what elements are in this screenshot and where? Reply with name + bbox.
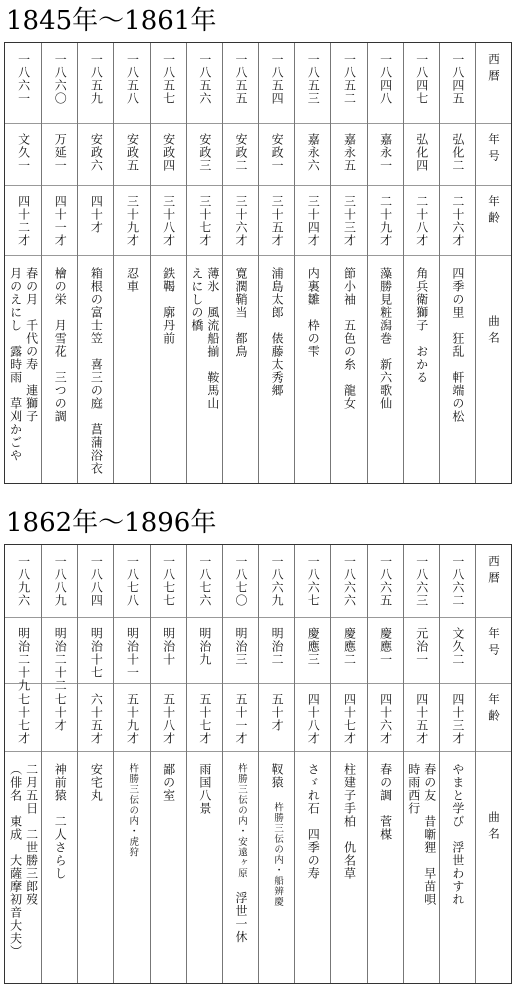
entry-column: [186, 43, 222, 483]
year-cell: [78, 53, 113, 105]
year-cell: [331, 53, 366, 105]
age-value: 五十七才: [197, 693, 212, 745]
header-cell-year: [476, 53, 511, 86]
song-title: 浮世一休: [233, 891, 248, 944]
year-value: 一八五八: [125, 53, 140, 105]
songs-lines: [342, 267, 355, 410]
age-cell: [295, 195, 330, 247]
songs-lines: [234, 763, 247, 944]
year-value: 一八七八: [125, 555, 140, 607]
entry-column: [150, 43, 186, 483]
age-value: 二十八才: [414, 195, 429, 247]
era-value: 文久一: [16, 133, 31, 172]
header-cell-era: [476, 133, 511, 166]
year-cell: [5, 53, 41, 105]
era-cell: [151, 627, 186, 666]
song-title: 春の月 千代の寿 連獅子: [24, 267, 39, 423]
songs-lines: [306, 763, 319, 880]
entry-column: [367, 43, 403, 483]
year-cell: [368, 53, 403, 105]
era-cell: [331, 627, 366, 666]
age-value: 三十九才: [125, 195, 140, 247]
year-cell: [331, 555, 366, 607]
entry-column: [222, 545, 258, 983]
entry-column: [77, 43, 113, 483]
year-value: 一八七〇: [233, 555, 248, 607]
song-title: 神前猿 二人さらし: [53, 763, 68, 880]
age-value: 五十八才: [161, 693, 176, 745]
entry-column: [222, 43, 258, 483]
era-value: 明治九: [197, 627, 212, 666]
song-title: 春の友 昔噺狸 早苗唄: [422, 763, 437, 906]
age-cell: [404, 693, 439, 745]
year-value: 一八六五: [378, 555, 393, 607]
songs-lines: [162, 267, 175, 345]
era-value: 慶應三: [306, 627, 321, 666]
entry-column: [258, 43, 294, 483]
age-cell: [42, 195, 77, 247]
songs-lines: [9, 267, 38, 462]
year-cell: [404, 53, 439, 105]
songs-cell: [114, 267, 149, 293]
era-value: 明治十一: [125, 627, 140, 679]
era-value: 安政四: [161, 133, 176, 172]
songs-cell: [259, 267, 294, 397]
header-label-songs: 曲名: [487, 811, 501, 844]
era-cell: [78, 133, 113, 172]
song-title: 檜の栄 月雪花 三つの調: [53, 267, 68, 423]
songs-cell: [78, 763, 113, 802]
entry-column: [258, 545, 294, 983]
songs-cell: [5, 763, 41, 958]
songs-lines: [190, 267, 219, 410]
era-cell: [295, 627, 330, 666]
songs-cell: [42, 763, 77, 880]
song-title: 箱根の富士笠 喜三の庭 菖蒲浴衣: [89, 267, 104, 475]
era-cell: [5, 627, 41, 692]
era-value: 明治二: [270, 627, 285, 666]
song-title-line2: （俳名 東成 大薩摩初音大夫）: [8, 763, 23, 958]
songs-cell: [295, 267, 330, 358]
songs-cell: [223, 267, 258, 358]
song-title: 安宅丸: [89, 763, 104, 802]
age-value: 四十三才: [450, 693, 465, 745]
era-cell: [78, 627, 113, 679]
era-cell: [151, 133, 186, 172]
age-value: 五十一才: [233, 693, 248, 745]
age-value: 三十三才: [342, 195, 357, 247]
songs-lines: [162, 763, 175, 802]
era-cell: [114, 627, 149, 679]
header-label-era: 年号: [487, 627, 501, 660]
songs-lines: [306, 267, 319, 358]
age-value: 六十五才: [89, 693, 104, 745]
entry-column: [439, 545, 475, 983]
age-cell: [187, 693, 222, 745]
entry-column: [113, 545, 149, 983]
songs-cell: [331, 267, 366, 410]
age-value: 七十七才: [16, 693, 31, 745]
era-value: 安政一: [270, 133, 285, 172]
header-cell-year: [476, 555, 511, 588]
year-cell: [404, 555, 439, 607]
songs-lines: [198, 763, 211, 815]
songs-lines: [234, 267, 247, 358]
age-cell: [151, 195, 186, 247]
age-cell: [368, 195, 403, 247]
age-value: 四十才: [89, 195, 104, 234]
era-value: 弘化四: [414, 133, 429, 172]
songs-cell: [42, 267, 77, 423]
songs-cell: [440, 267, 475, 423]
songs-lines: [270, 763, 283, 907]
age-value: 四十五才: [414, 693, 429, 745]
age-cell: [5, 693, 41, 745]
era-cell: [440, 133, 475, 172]
year-value: 一八六〇: [53, 53, 68, 105]
entry-column: [294, 545, 330, 983]
header-label-age: 年齢: [487, 693, 501, 726]
song-title: 寛濶鞘当 都鳥: [233, 267, 248, 358]
song-title: 内裏雛 枠の雫: [306, 267, 321, 358]
era-cell: [331, 133, 366, 172]
header-label-songs: 曲名: [487, 315, 501, 348]
year-value: 一八五三: [306, 53, 321, 105]
songs-lines: [451, 267, 464, 423]
entry-column: [113, 43, 149, 483]
era-cell: [223, 627, 258, 666]
song-title: 浦島太郎 俵藤太秀郷: [270, 267, 285, 397]
year-cell: [151, 53, 186, 105]
year-cell: [440, 555, 475, 607]
age-value: 五十才: [270, 693, 285, 732]
age-cell: [331, 693, 366, 745]
age-cell: [42, 693, 77, 732]
era-cell: [368, 133, 403, 172]
year-cell: [187, 555, 222, 607]
year-value: 一八八四: [89, 555, 104, 607]
year-cell: [42, 53, 77, 105]
songs-cell: [78, 267, 113, 475]
year-cell: [368, 555, 403, 607]
era-value: 慶應二: [342, 627, 357, 666]
year-value: 一八四五: [450, 53, 465, 105]
songs-lines: [415, 267, 428, 384]
header-label-era: 年号: [487, 133, 501, 166]
year-value: 一八四七: [414, 53, 429, 105]
songs-cell: [187, 763, 222, 815]
year-value: 一八五七: [161, 53, 176, 105]
era-cell: [259, 627, 294, 666]
header-cell-songs: [476, 315, 511, 348]
year-cell: [259, 555, 294, 607]
entry-column: [5, 545, 41, 983]
era-value: 明治二十九: [16, 627, 31, 692]
songs-lines: [126, 267, 139, 293]
era-value: 弘化二: [450, 133, 465, 172]
age-cell: [440, 195, 475, 247]
age-cell: [114, 195, 149, 247]
age-value: 四十六才: [378, 693, 393, 745]
song-title: 柱建子手柏 仇名草: [342, 763, 357, 880]
year-cell: [187, 53, 222, 105]
age-value: 七十才: [53, 693, 68, 732]
age-cell: [223, 693, 258, 745]
chronology-table-1845-1861: [4, 42, 512, 484]
year-value: 一八九六: [16, 555, 31, 607]
age-cell: [404, 195, 439, 247]
age-cell: [78, 693, 113, 745]
song-title: 二月五日 二世勝三郎歿: [24, 763, 39, 906]
age-cell: [5, 195, 41, 247]
song-subtitle: 杵勝三伝の内・船辨慶: [272, 802, 284, 907]
entry-column: [439, 43, 475, 483]
year-cell: [259, 53, 294, 105]
entry-column: [41, 43, 77, 483]
era-cell: [440, 627, 475, 666]
year-value: 一八七六: [197, 555, 212, 607]
era-cell: [187, 627, 222, 666]
chronology-table-1862-1896: [4, 544, 512, 984]
songs-lines: [379, 267, 392, 410]
song-subtitle: 杵勝三伝の内・安遠ヶ原: [235, 763, 247, 879]
age-value: 二十六才: [450, 195, 465, 247]
age-value: 四十七才: [342, 693, 357, 745]
year-cell: [114, 555, 149, 607]
songs-cell: [223, 763, 258, 944]
era-value: 文久二: [450, 627, 465, 666]
age-cell: [331, 195, 366, 247]
songs-cell: [5, 267, 41, 462]
age-value: 五十九才: [125, 693, 140, 745]
song-title: 鄙の室: [161, 763, 176, 802]
year-cell: [78, 555, 113, 607]
entry-column: [403, 545, 439, 983]
header-cell-age: [476, 195, 511, 228]
year-value: 一八六九: [270, 555, 285, 607]
age-value: 二十九才: [378, 195, 393, 247]
section-title-1845-1861: 1845年～1861年: [6, 6, 217, 36]
era-value: 安政二: [233, 133, 248, 172]
songs-lines: [451, 763, 464, 906]
song-subtitle: 杵勝三伝の内・虎狩: [127, 763, 139, 858]
songs-lines: [127, 763, 138, 858]
song-title-line2: 月のえにし 露時雨 草刈かごや: [8, 267, 23, 462]
songs-cell: [331, 763, 366, 880]
year-cell: [440, 53, 475, 105]
songs-lines: [407, 763, 436, 906]
songs-cell: [259, 763, 294, 907]
age-cell: [368, 693, 403, 745]
era-cell: [42, 627, 77, 692]
header-column: [475, 545, 511, 983]
song-title: 藻勝見粧潟巻 新六歌仙: [378, 267, 393, 410]
age-value: 四十八才: [306, 693, 321, 745]
song-title: 春の調 菅楳: [378, 763, 393, 841]
year-value: 一八五五: [233, 53, 248, 105]
songs-cell: [187, 267, 222, 410]
age-value: 三十八才: [161, 195, 176, 247]
song-title: 角兵衛獅子 おかる: [414, 267, 429, 384]
entry-column: [5, 43, 41, 483]
age-value: 三十四才: [306, 195, 321, 247]
songs-lines: [270, 267, 283, 397]
year-value: 一八五二: [342, 53, 357, 105]
year-value: 一八六二: [450, 555, 465, 607]
age-value: 三十七才: [197, 195, 212, 247]
entry-column: [77, 545, 113, 983]
age-cell: [259, 693, 294, 732]
era-cell: [5, 133, 41, 172]
song-line: [234, 763, 247, 944]
year-cell: [223, 555, 258, 607]
song-title: 薄氷 風流船揃 鞍馬山: [205, 267, 220, 410]
year-value: 一八六六: [342, 555, 357, 607]
entry-column: [294, 43, 330, 483]
song-title: 雨国八景: [197, 763, 212, 815]
age-cell: [78, 195, 113, 234]
era-cell: [42, 133, 77, 172]
year-value: 一八四八: [378, 53, 393, 105]
era-cell: [295, 133, 330, 172]
year-cell: [295, 53, 330, 105]
songs-lines: [89, 267, 102, 475]
songs-lines: [89, 763, 102, 802]
song-title: 四季の里 狂乱 軒端の松: [450, 267, 465, 423]
year-cell: [295, 555, 330, 607]
entry-column: [150, 545, 186, 983]
era-cell: [223, 133, 258, 172]
song-title-line2: えにしの橋: [189, 267, 204, 332]
song-title: 鉄鞨 廓丹前: [161, 267, 176, 345]
songs-cell: [151, 267, 186, 345]
age-value: 四十一才: [53, 195, 68, 247]
year-cell: [223, 53, 258, 105]
header-cell-age: [476, 693, 511, 726]
header-column: [475, 43, 511, 483]
header-cell-songs: [476, 811, 511, 844]
era-cell: [187, 133, 222, 172]
era-value: 安政三: [197, 133, 212, 172]
section-title-1862-1896: 1862年～1896年: [6, 508, 217, 538]
song-line: [270, 763, 283, 907]
songs-lines: [53, 267, 66, 423]
entry-column: [330, 545, 366, 983]
year-value: 一八七七: [161, 555, 176, 607]
song-title-line2: 時雨西行: [406, 763, 421, 815]
songs-cell: [440, 763, 475, 906]
songs-cell: [368, 267, 403, 410]
songs-cell: [114, 763, 149, 858]
era-cell: [368, 627, 403, 666]
era-value: 嘉永五: [342, 133, 357, 172]
entry-column: [330, 43, 366, 483]
songs-cell: [404, 763, 439, 906]
era-value: 安政五: [125, 133, 140, 172]
songs-lines: [379, 763, 392, 841]
entry-column: [41, 545, 77, 983]
year-cell: [5, 555, 41, 607]
header-label-age: 年齢: [487, 195, 501, 228]
year-value: 一八五九: [89, 53, 104, 105]
entry-column: [403, 43, 439, 483]
year-value: 一八六七: [306, 555, 321, 607]
era-cell: [404, 627, 439, 666]
year-value: 一八五四: [270, 53, 285, 105]
header-label-year: 西暦: [487, 53, 501, 86]
songs-cell: [368, 763, 403, 841]
year-cell: [42, 555, 77, 607]
era-value: 明治十七: [89, 627, 104, 679]
song-title: 忍車: [125, 267, 140, 293]
era-value: 慶應一: [378, 627, 393, 666]
age-cell: [295, 693, 330, 745]
era-value: 安政六: [89, 133, 104, 172]
song-title: さゞれ石 四季の寿: [306, 763, 321, 880]
age-cell: [114, 693, 149, 745]
songs-lines: [9, 763, 38, 958]
age-cell: [187, 195, 222, 247]
header-label-year: 西暦: [487, 555, 501, 588]
era-value: 嘉永一: [378, 133, 393, 172]
age-value: 三十五才: [270, 195, 285, 247]
era-value: 嘉永六: [306, 133, 321, 172]
year-value: 一八八九: [53, 555, 68, 607]
year-value: 一八六三: [414, 555, 429, 607]
year-value: 一八五六: [197, 53, 212, 105]
songs-cell: [295, 763, 330, 880]
year-cell: [114, 53, 149, 105]
era-value: 明治十: [161, 627, 176, 666]
entry-column: [367, 545, 403, 983]
songs-cell: [151, 763, 186, 802]
era-value: 元治一: [414, 627, 429, 666]
header-cell-era: [476, 627, 511, 660]
era-cell: [259, 133, 294, 172]
song-title: 靫猿: [270, 763, 285, 789]
age-cell: [151, 693, 186, 745]
era-value: 明治三: [233, 627, 248, 666]
year-value: 一八六一: [16, 53, 31, 105]
year-cell: [151, 555, 186, 607]
age-cell: [223, 195, 258, 247]
song-title: やまと学び 浮世わすれ: [450, 763, 465, 906]
songs-lines: [342, 763, 355, 880]
age-cell: [440, 693, 475, 745]
era-cell: [114, 133, 149, 172]
entry-column: [186, 545, 222, 983]
age-cell: [259, 195, 294, 247]
era-value: 万延一: [53, 133, 68, 172]
era-value: 明治二十二: [53, 627, 68, 692]
song-title: 節小袖 五色の糸 龍女: [342, 267, 357, 410]
era-cell: [404, 133, 439, 172]
age-value: 三十六才: [233, 195, 248, 247]
songs-lines: [53, 763, 66, 880]
age-value: 四十二才: [16, 195, 31, 247]
songs-cell: [404, 267, 439, 384]
